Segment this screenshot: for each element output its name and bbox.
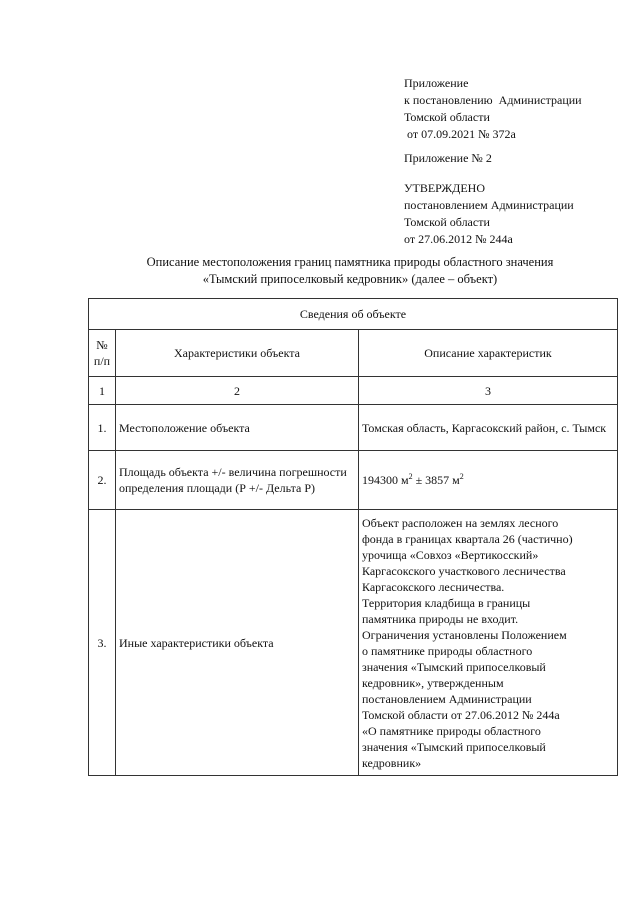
header-num: № п/п (89, 330, 116, 377)
row-characteristic: Местоположение объекта (116, 405, 359, 451)
approved-line: Томской области (404, 215, 490, 229)
table-caption-row (89, 299, 618, 330)
description-line: Каргасокского участкового лесничества (362, 564, 566, 578)
appendix-number-text: Приложение № 2 (404, 151, 492, 165)
column-number: 1 (89, 377, 116, 405)
description-line: Томской области от 27.06.2012 № 244а (362, 708, 560, 722)
description-line: урочища «Совхоз «Вертикосский» (362, 548, 539, 562)
table-caption: Сведения об объекте (89, 299, 618, 330)
approved-line: постановлением Администрации (404, 198, 574, 212)
description-line: значения «Тымский припоселковый (362, 740, 546, 754)
row-num: 2. (89, 451, 116, 510)
description-line: кедровник», утвержденным (362, 676, 504, 690)
table-row (89, 451, 618, 510)
header-description: Описание характеристик (359, 330, 618, 377)
row-description: Томская область, Каргасокский район, с. Тымск (359, 405, 618, 451)
description-line: «О памятнике природы областного (362, 724, 541, 738)
appendix-line: Томской области (404, 110, 490, 124)
description-line: фонда в границах квартала 26 (частично) (362, 532, 573, 546)
row-num: 3. (89, 510, 116, 776)
document-title (90, 254, 610, 288)
row-characteristic: Иные характеристики объекта (116, 510, 359, 776)
description-line: Ограничения установлены Положением (362, 628, 567, 642)
appendix-number (404, 150, 492, 167)
appendix-line: к постановлению Администрации (404, 93, 582, 107)
approved-heading: УТВЕРЖДЕНО (404, 181, 486, 195)
description-line: кедровник» (362, 756, 422, 770)
area-error: ± 3857 м (412, 473, 460, 487)
appendix-line: от 07.09.2021 № 372а (404, 127, 516, 141)
column-number: 2 (116, 377, 359, 405)
column-number: 3 (359, 377, 618, 405)
table-header-row (89, 330, 618, 377)
table-row (89, 510, 618, 776)
description-line: памятника природы не входит. (362, 612, 519, 626)
table-row (89, 405, 618, 451)
description-line: Каргасокского лесничества. (362, 580, 505, 594)
title-line-2: «Тымский припоселковый кедровник» (далее – объект) (202, 272, 498, 286)
title-line-1: Описание местоположения границ памятника природы областного значения (146, 255, 554, 269)
row-description (359, 451, 618, 510)
approved-line: от 27.06.2012 № 244а (404, 232, 513, 246)
description-line: значения «Тымский припоселковый (362, 660, 546, 674)
description-line: постановлением Администрации (362, 692, 532, 706)
description-line: Объект расположен на землях лесного (362, 516, 559, 530)
description-lines (362, 510, 614, 771)
approved-block (404, 180, 574, 248)
description-line: о памятнике природы областного (362, 644, 533, 658)
description-line: Территория кладбища в границы (362, 596, 531, 610)
row-num: 1. (89, 405, 116, 451)
area-error-exponent: 2 (459, 472, 464, 481)
area-unit-exponent: 2 (408, 472, 413, 481)
area-value: 194300 м (362, 473, 409, 487)
header-characteristic: Характеристики объекта (116, 330, 359, 377)
appendix-block (404, 75, 582, 143)
object-info-table (88, 298, 618, 776)
row-characteristic: Площадь объекта +/- величина погрешности определения площади (Р +/- Дельта Р) (116, 451, 359, 510)
appendix-line: Приложение (404, 76, 469, 90)
row-description (359, 510, 618, 776)
column-number-row (89, 377, 618, 405)
